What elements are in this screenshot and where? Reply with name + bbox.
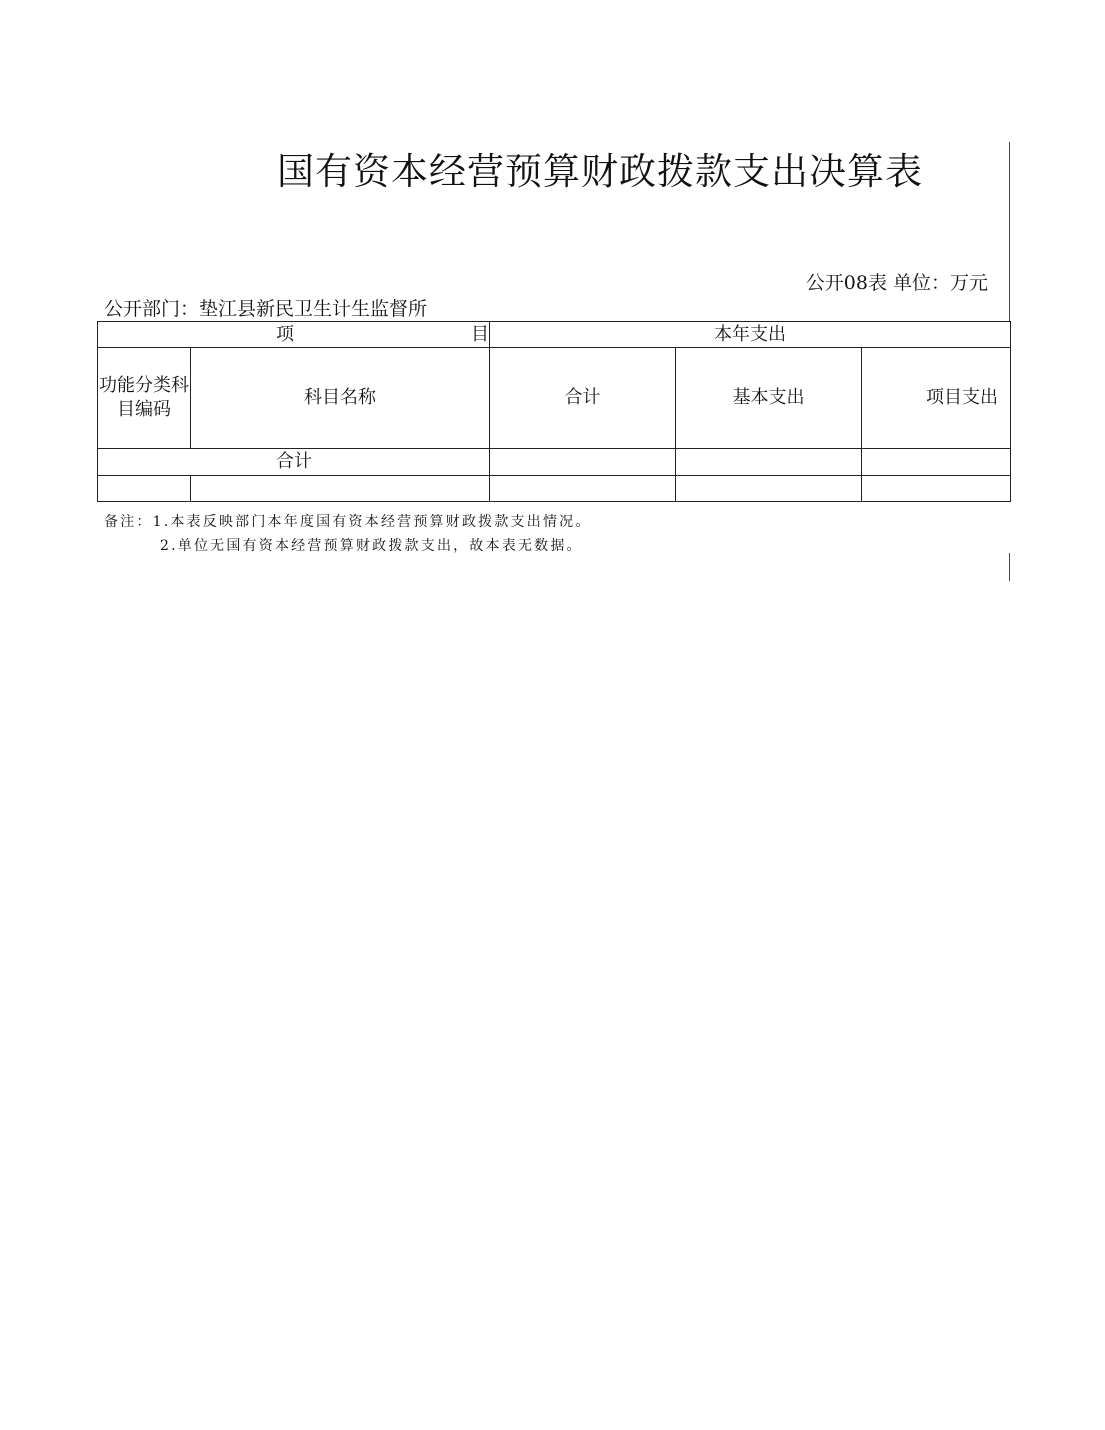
expenditure-table [97,321,1011,502]
header-current-year: 本年支出 [490,322,1011,348]
column-header-total: 合计 [490,348,676,449]
header-item-cell [98,322,490,348]
table-row [98,476,1011,502]
table-cell [862,449,1011,476]
column-header-basic: 基本支出 [676,348,862,449]
notes [104,510,592,558]
page-edge-line [1009,142,1010,322]
table-row-total [98,449,1011,476]
table-cell [490,476,676,502]
note-1: 备注：1.本表反映部门本年度国有资本经营预算财政拨款支出情况。 [104,514,592,530]
page-title: 国有资本经营预算财政拨款支出决算表 [277,150,923,193]
note-2: 2.单位无国有资本经营预算财政拨款支出，故本表无数据。 [160,538,583,554]
column-header-code: 功能分类科目编码 [98,348,191,449]
header-item-right: 目 [471,323,489,345]
column-header-name: 科目名称 [191,348,490,449]
table-subheader-row [98,348,1011,449]
department-label: 公开部门：垫江县新民卫生计生监督所 [104,298,428,320]
table-cell [676,449,862,476]
table-cell [676,476,862,502]
table-cell [490,449,676,476]
page-edge-line [1009,553,1010,581]
table-cell [191,476,490,502]
row-total-label: 合计 [98,449,490,476]
table-cell [98,476,191,502]
table-header-row [98,322,1011,348]
header-item-left: 项 [276,323,294,345]
form-number-unit: 公开08表 单位：万元 [805,272,988,294]
table-cell [862,476,1011,502]
column-header-project: 项目支出 [862,348,1011,449]
